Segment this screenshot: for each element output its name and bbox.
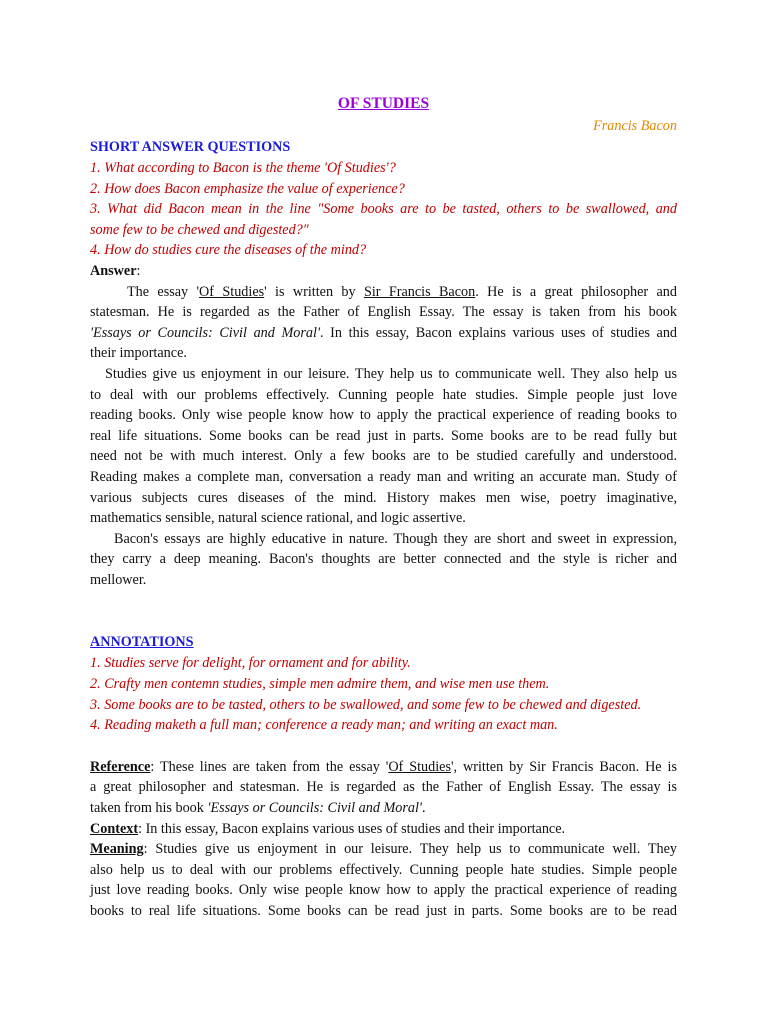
question-1: 1. What according to Bacon is the theme 'Of Studies'? <box>90 160 396 176</box>
annotation-2: 2. Crafty men contemn studies, simple men admire them, and wise men use them. <box>90 676 550 693</box>
annotation-1: 1. Studies serve for delight, for ornament and for ability. <box>90 655 411 672</box>
answer-label-line: Answer: <box>90 262 141 279</box>
meaning-line-1: Meaning: Studies give us enjoyment in our leisure. They help us to communicate well. They <box>90 841 677 858</box>
answer-p3-line-2: they carry a deep meaning. Bacon's thoughts are better connected and the style is richer and <box>90 551 677 568</box>
meaning-line-4: books to real life situations. Some books can be read just in parts. Some books are to be read <box>90 903 677 919</box>
reference-line-3: taken from his book 'Essays or Councils: Civil and Moral'. <box>90 800 426 817</box>
reference-label: Reference <box>90 758 151 775</box>
answer-p2-line-2: to deal with our problems effectively. Cunning people hate studies. Simple people just love <box>90 386 677 403</box>
answer-p1-line-1: The essay 'Of Studies' is written by Sir Francis Bacon. He is a great philosopher and <box>127 283 677 300</box>
answer-p2-line-8: mathematics sensible, natural science rational, and logic assertive. <box>90 510 466 527</box>
question-4: 4. How do studies cure the diseases of the mind? <box>90 242 367 259</box>
answer-p1-line-4: their importance. <box>90 345 187 362</box>
answer-p1-line-2: statesman. He is regarded as the Father of English Essay. The essay is taken from his book <box>90 304 677 321</box>
section-gap <box>90 590 677 631</box>
meaning-line-2: also help us to deal with our problems effectively. Cunning people hate studies. Simple people <box>90 861 677 878</box>
author-name: Francis Bacon <box>593 118 677 134</box>
meaning-label: Meaning <box>90 841 144 858</box>
answer-p2-line-7: various subjects cures diseases of the mind. History makes men wise, poetry imaginative, <box>90 489 677 506</box>
question-2: 2. How does Bacon emphasize the value of experience? <box>90 180 405 197</box>
book-title: 'Essays or Councils: Civil and Moral' <box>90 324 320 341</box>
answer-p2-line-1: Studies give us enjoyment in our leisure. They help us to communicate well. They also help us <box>105 365 677 382</box>
reference-line-2: a great philosopher and statesman. He is regarded as the Father of English Essay. The essay is <box>90 779 677 796</box>
reference-book-title: 'Essays or Councils: Civil and Moral' <box>207 800 422 817</box>
answer-paragraph-2 <box>90 364 677 529</box>
answer-p3-line-3: mellower. <box>90 571 147 588</box>
answer-p2-line-6: Reading makes a complete man, conversation a ready man and writing an accurate man. Study of <box>90 468 677 485</box>
context-label: Context <box>90 820 139 837</box>
short-answer-heading: SHORT ANSWER QUESTIONS <box>90 139 291 155</box>
annotation-list <box>90 653 677 735</box>
answer-p3-line-1: Bacon's essays are highly educative in nature. Though they are short and sweet in expression, <box>114 530 677 547</box>
answer-p2-line-4: real life situations. Some books can be read just in parts. Some books are to be read fully but <box>90 427 677 444</box>
question-list <box>90 158 677 261</box>
answer-p1-line-3: 'Essays or Councils: Civil and Moral'. In this essay, Bacon explains various uses of studies and <box>90 324 678 341</box>
reference-paragraph <box>90 757 677 819</box>
essay-title: OF STUDIES <box>337 95 430 112</box>
answer-paragraph-1 <box>90 282 677 364</box>
annotation-3: 3. Some books are to be tasted, others to be swallowed, and some few to be chewed and digested. <box>90 696 642 713</box>
annotation-4: 4. Reading maketh a full man; conference a ready man; and writing an exact man. <box>90 717 558 734</box>
section-gap <box>90 736 677 757</box>
question-3-line-2: some few to be chewed and digested?" <box>90 221 309 238</box>
context-paragraph: Context: In this essay, Bacon explains various uses of studies and their importance. <box>90 820 566 837</box>
answer-paragraph-3 <box>90 529 677 591</box>
reference-line-1: Reference: These lines are taken from the essay 'Of Studies', written by Sir Francis Bacon. He is <box>90 758 677 775</box>
annotations-heading: ANNOTATIONS <box>90 634 194 651</box>
question-3-line-1: 3. What did Bacon mean in the line "Some books are to be tasted, others to be swallowed, and <box>90 201 677 218</box>
meaning-line-3: just love reading books. Only wise people know how to apply the practical experience of reading <box>90 882 677 899</box>
answer-p2-line-5: need not be with much interest. Only a few books are to be studied carefully and understood. <box>90 448 677 465</box>
reference-essay-name: Of Studies <box>388 758 451 775</box>
essay-name-of-studies: Of Studies <box>199 283 265 300</box>
answer-label: Answer <box>90 262 137 279</box>
author-link-text: Sir Francis Bacon <box>363 283 476 300</box>
document-page <box>90 92 677 922</box>
meaning-paragraph <box>90 839 677 921</box>
answer-p2-line-3: reading books. Only wise people know how to apply the practical experience of reading books to <box>90 407 677 424</box>
